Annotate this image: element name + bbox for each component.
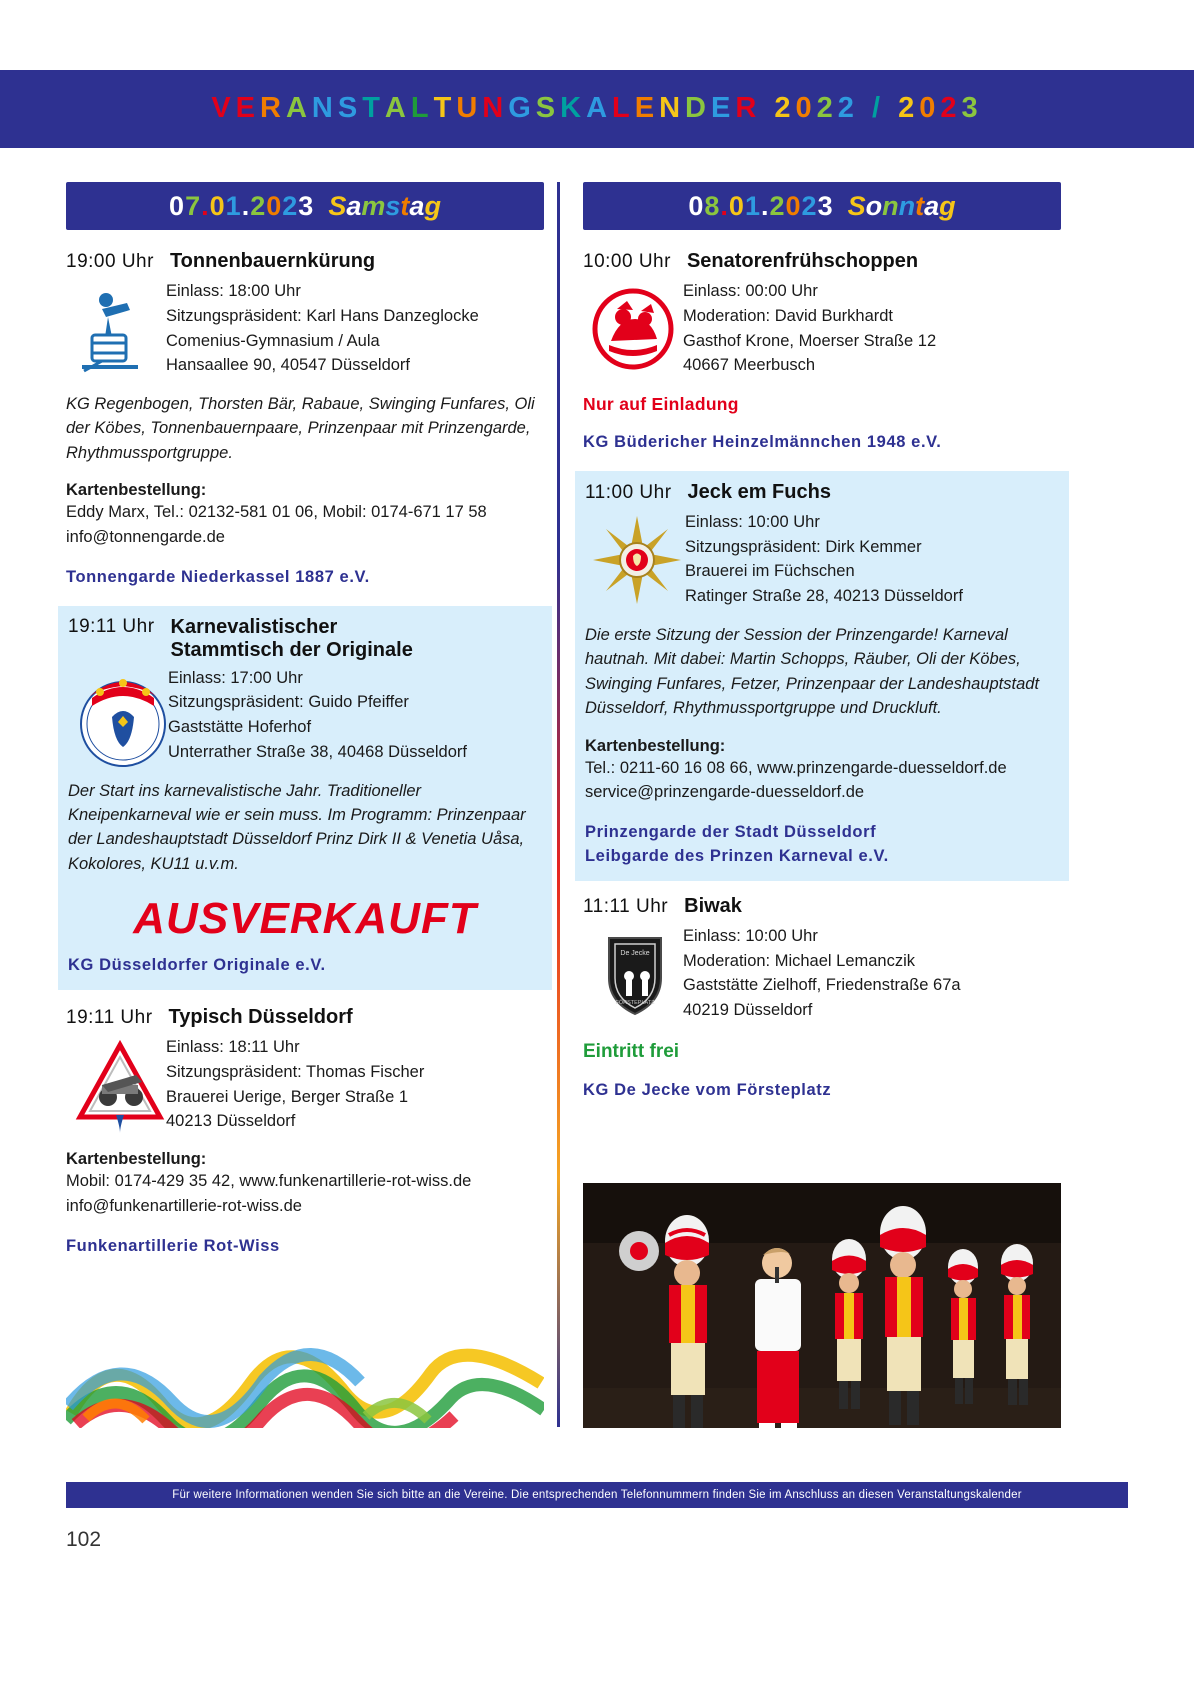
event-item [58,606,552,991]
organizer-name: KG Büdericher Heinzelmännchen 1948 e.V. [583,433,942,451]
event-time: 19:11 Uhr [68,615,155,637]
foersteplatz-wappen-icon [583,922,683,1022]
event-item [66,1006,544,1258]
free-entry-note: Eintritt frei [583,1040,680,1062]
event-note: KG Regenbogen, Thorsten Bär, Rabaue, Swinging Funfares, Oli der Köbes, Tonnenbauernpaare, Prinzenpaar mit Prinzengarde, Rhythmussportgruppe. [66,395,535,462]
detail-line: Einlass: 18:11 Uhr [166,1038,300,1057]
column-divider [557,182,560,1427]
detail-line: Gasthof Krone, Moerser Straße 12 [683,331,937,350]
event-item [66,250,544,590]
streamers-decoration [66,1318,544,1428]
page-title: VERANSTALTUNGSKALENDER 2022 / 2023 [211,92,983,124]
detail-line: Einlass: 17:00 Uhr [168,668,303,687]
event-title: Tonnenbauernkürung [169,250,376,272]
detail-line: Hansaallee 90, 40547 Düsseldorf [166,356,410,375]
page-number: 102 [66,1528,102,1551]
funkenartillerie-wappen-icon [66,1033,166,1133]
organizer-name: KG Düsseldorfer Originale e.V. [68,956,326,975]
detail-line: Ratinger Straße 28, 40213 Düsseldorf [685,587,963,606]
detail-line: Sitzungspräsident: Dirk Kemmer [685,537,922,556]
event-details [168,640,467,765]
event-time: 11:00 Uhr [585,481,672,503]
event-details [685,508,963,609]
event-title: Senatorenfrühschoppen [686,250,919,272]
detail-line: 40219 Düsseldorf [683,1001,813,1020]
event-time: 19:00 Uhr [66,251,154,272]
detail-line: 40213 Düsseldorf [166,1112,296,1131]
event-title: Jeck em Fuchs [687,480,831,503]
event-photo [583,1183,1061,1428]
detail-line: Mobil: 0174-429 35 42, www.funkenartillerie-rot-wiss.de [66,1172,472,1191]
event-time: 10:00 Uhr [583,251,671,272]
detail-line: Unterrather Straße 38, 40468 Düsseldorf [168,742,467,761]
detail-line: Gaststätte Zielhoff, Friedenstraße 67a [683,976,961,995]
organizer-name: Funkenartillerie Rot-Wiss [66,1236,280,1255]
tonnenbauer-icon [66,277,166,377]
detail-line: Tel.: 0211-60 16 08 66, www.prinzengarde-duesseldorf.de [585,758,1007,777]
event-details [683,277,936,378]
prinzengarde-stern-icon [585,508,685,608]
organizer-name: Prinzengarde der Stadt Düsseldorf Leibgarde des Prinzen Karneval e.V. [585,823,889,865]
detail-line: Moderation: David Burkhardt [683,306,894,325]
ticket-label: Kartenbestellung: [66,1150,207,1169]
svg-text:De Jecke: De Jecke [620,949,650,957]
date-header-sunday [583,182,1061,230]
organizer-name: KG De Jecke vom Försteplatz [583,1080,832,1099]
detail-line: Einlass: 18:00 Uhr [166,282,301,300]
event-item [583,250,1061,455]
kinderprinzenclub-wappen-icon [68,640,168,758]
detail-line: info@tonnengarde.de [66,527,225,546]
ticket-label: Kartenbestellung: [66,481,207,500]
event-time: 11:11 Uhr [583,895,669,917]
event-item [575,471,1069,881]
date-header-saturday [66,182,544,230]
event-title: Karnevalistischer Stammtisch der Originale [170,615,413,661]
weekday-value: Sonntag [847,190,956,221]
footer-note: Für weitere Informationen wenden Sie sich bitte an die Vereine. Die entsprechenden Telefonnummern finden Sie im Anschluss an diesen Veranstaltungskalender [66,1482,1128,1508]
detail-line: Gaststätte Hoferhof [168,718,312,737]
event-details [166,277,479,378]
column-sunday [583,182,1061,1107]
ticket-details [66,500,544,550]
event-note: Der Start ins karnevalistische Jahr. Traditioneller Kneipenkarneval wie er sein muss. Im Programm: Prinzenpaar der Landeshauptstadt Düsseldorf Prinz Dirk II & Venetia Uåsa, Kokolores, KU11 u.v.m. [68,781,526,873]
ticket-details [66,1169,544,1219]
event-details [683,922,961,1023]
detail-line: info@funkenartillerie-rot-wiss.de [66,1196,302,1215]
invitation-only-note: Nur auf Einladung [583,394,739,414]
detail-line: Comenius-Gymnasium / Aula [166,331,380,350]
detail-line: Einlass: 10:00 Uhr [683,926,818,945]
detail-line: 40667 Meerbusch [683,356,816,375]
event-title: Typisch Düsseldorf [168,1006,353,1029]
event-note: Die erste Sitzung der Session der Prinzengarde! Karneval hautnah. Mit dabei: Martin Schopps, Räuber, Oli der Köbes, Swinging Funfares, Fetzer, Prinzenpaar der Landeshauptstadt Düsseldorf, Rhythmussportgruppe und Druckluft. [585,625,1040,718]
detail-line: Sitzungspräsident: Guido Pfeiffer [168,693,409,712]
detail-line: Moderation: Michael Lemanczik [683,951,916,970]
detail-line: Brauerei im Füchschen [685,562,855,581]
sold-out-stamp: AUSVERKAUFT [133,894,477,944]
event-title: Biwak [684,894,742,917]
detail-line: Sitzungspräsident: Thomas Fischer [166,1062,425,1081]
ticket-details [585,756,1059,806]
event-details [166,1033,424,1134]
column-saturday [66,182,544,1263]
detail-line: Einlass: 00:00 Uhr [683,282,818,300]
date-value: 08.01.2023 [688,190,834,221]
heinzelmaennchen-icon [583,277,683,377]
event-item [583,895,1061,1103]
svg-text:FÖRSTEPLATZ: FÖRSTEPLATZ [615,999,655,1006]
detail-line: Brauerei Uerige, Berger Straße 1 [166,1087,409,1106]
weekday-value: Samstag [328,190,441,221]
detail-line: service@prinzengarde-duesseldorf.de [585,783,865,802]
detail-line: Einlass: 10:00 Uhr [685,512,820,531]
detail-line: Eddy Marx, Tel.: 02132-581 01 06, Mobil: 0174-671 17 58 [66,503,487,522]
ticket-label: Kartenbestellung: [585,736,726,755]
event-time: 19:11 Uhr [66,1007,153,1029]
date-value: 07.01.2023 [169,190,315,221]
organizer-name: Tonnengarde Niederkassel 1887 e.V. [66,567,370,586]
detail-line: Sitzungspräsident: Karl Hans Danzeglocke [166,306,479,325]
